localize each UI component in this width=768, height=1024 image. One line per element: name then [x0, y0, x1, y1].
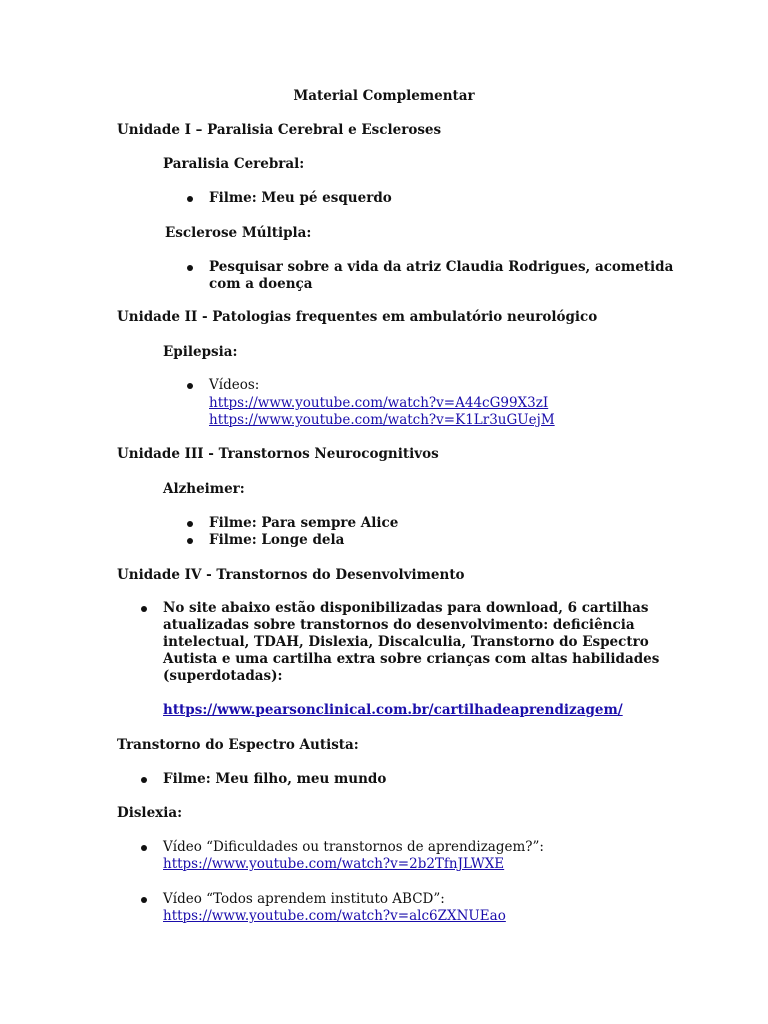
dislexia-video-1-link[interactable]: https://www.youtube.com/watch?v=2b2TfnJLWXE [163, 856, 505, 872]
epilepsia-heading: Epilepsia: [163, 344, 238, 360]
esclerose-item-1-line-2: com a doença [209, 276, 313, 292]
paralisia-cerebral-heading: Paralisia Cerebral: [163, 156, 305, 172]
esclerose-item-1-line-1: Pesquisar sobre a vida da atriz Claudia Rodrigues, acometida [209, 259, 674, 275]
epilepsia-video-link-2[interactable]: https://www.youtube.com/watch?v=K1Lr3uGUejM [209, 412, 555, 428]
alzheimer-heading: Alzheimer: [163, 481, 245, 497]
dislexia-video-2-label: Vídeo “Todos aprendem instituto ABCD”: [163, 891, 445, 907]
esclerose-multipla-heading: Esclerose Múltipla: [165, 225, 312, 241]
bullet [187, 196, 193, 202]
unidade-4-item-line-3: intelectual, TDAH, Dislexia, Discalculia, Transtorno do Espectro [163, 634, 649, 650]
unidade-4-item-line-5: (superdotadas): [163, 668, 283, 684]
bullet [141, 606, 147, 612]
bullet [141, 845, 147, 851]
epilepsia-video-link-1[interactable]: https://www.youtube.com/watch?v=A44cG99X3zI [209, 395, 549, 411]
unidade-1-heading: Unidade I – Paralisia Cerebral e Escleroses [117, 122, 442, 138]
bullet [141, 777, 147, 783]
bullet [187, 383, 193, 389]
bullet [187, 521, 193, 527]
dislexia-video-2-link[interactable]: https://www.youtube.com/watch?v=alc6ZXNUEao [163, 908, 506, 924]
alzheimer-item-1: Filme: Para sempre Alice [209, 515, 399, 531]
paralisia-item-1: Filme: Meu pé esquerdo [209, 190, 392, 206]
epilepsia-videos-label: Vídeos: [209, 377, 260, 393]
bullet [187, 265, 193, 271]
tea-heading: Transtorno do Espectro Autista: [117, 737, 359, 753]
dislexia-video-1-label: Vídeo “Dificuldades ou transtornos de aprendizagem?”: [163, 839, 544, 855]
unidade-4-item-line-2: atualizadas sobre transtornos do desenvolvimento: deficiência [163, 617, 635, 633]
document-title: Material Complementar [293, 88, 475, 104]
tea-item-1: Filme: Meu filho, meu mundo [163, 771, 387, 787]
bullet [187, 538, 193, 544]
unidade-4-heading: Unidade IV - Transtornos do Desenvolvimento [117, 567, 465, 583]
bullet [141, 897, 147, 903]
alzheimer-item-2: Filme: Longe dela [209, 532, 345, 548]
unidade-4-item-line-4: Autista e uma cartilha extra sobre crianças com altas habilidades [163, 651, 660, 667]
unidade-4-item-line-1: No site abaixo estão disponibilizadas para download, 6 cartilhas [163, 600, 649, 616]
unidade-3-heading: Unidade III - Transtornos Neurocognitivos [117, 446, 439, 462]
dislexia-heading: Dislexia: [117, 805, 183, 821]
pearson-cartilhas-link[interactable]: https://www.pearsonclinical.com.br/cartilhadeaprendizagem/ [163, 702, 623, 718]
unidade-2-heading: Unidade II - Patologias frequentes em ambulatório neurológico [117, 309, 598, 325]
